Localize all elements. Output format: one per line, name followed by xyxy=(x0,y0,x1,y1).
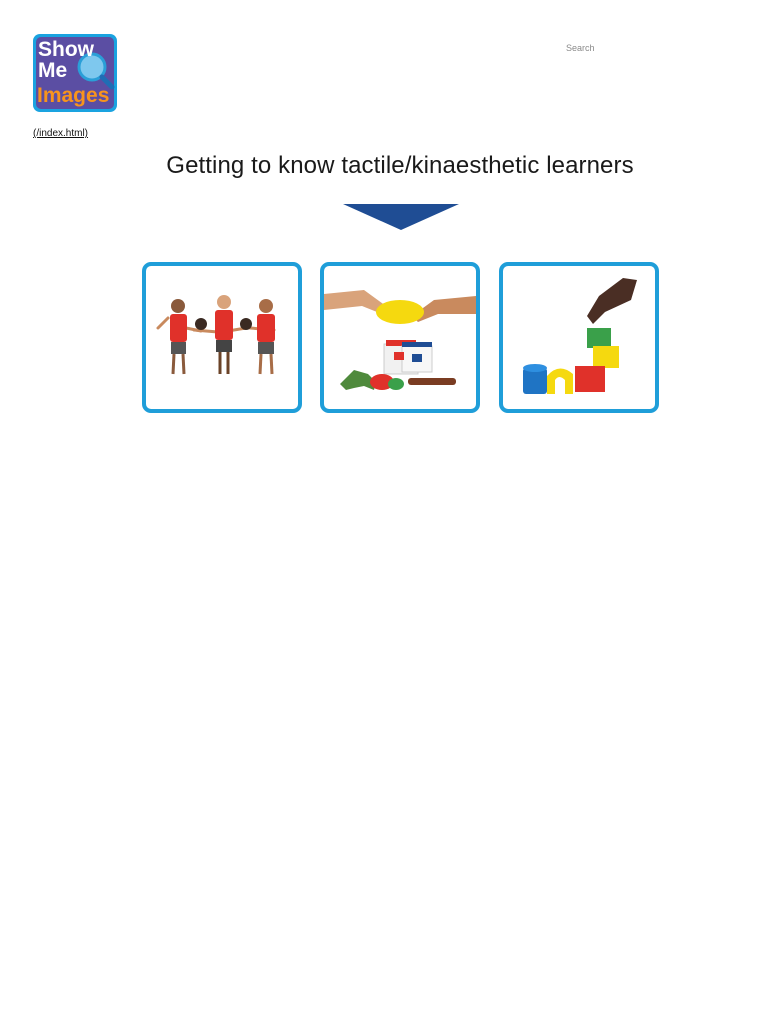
home-link[interactable]: (/index.html) xyxy=(33,128,89,139)
children-holding-hands-illustration xyxy=(146,266,298,409)
image-card-playdough xyxy=(320,262,480,413)
hands-with-playdough-illustration xyxy=(324,266,476,409)
search-input[interactable] xyxy=(566,43,716,53)
logo-word-images: Images xyxy=(37,84,110,107)
page-title: Getting to know tactile/kinaesthetic learners xyxy=(166,152,634,179)
hand-stacking-blocks-illustration xyxy=(503,266,655,409)
down-arrow-icon xyxy=(343,204,459,230)
logo-word-me: Me xyxy=(38,59,68,82)
logo-word-show: Show xyxy=(38,38,94,61)
image-card-blocks xyxy=(499,262,659,413)
show-me-images-logo[interactable] xyxy=(32,33,118,113)
image-card-children xyxy=(142,262,302,413)
